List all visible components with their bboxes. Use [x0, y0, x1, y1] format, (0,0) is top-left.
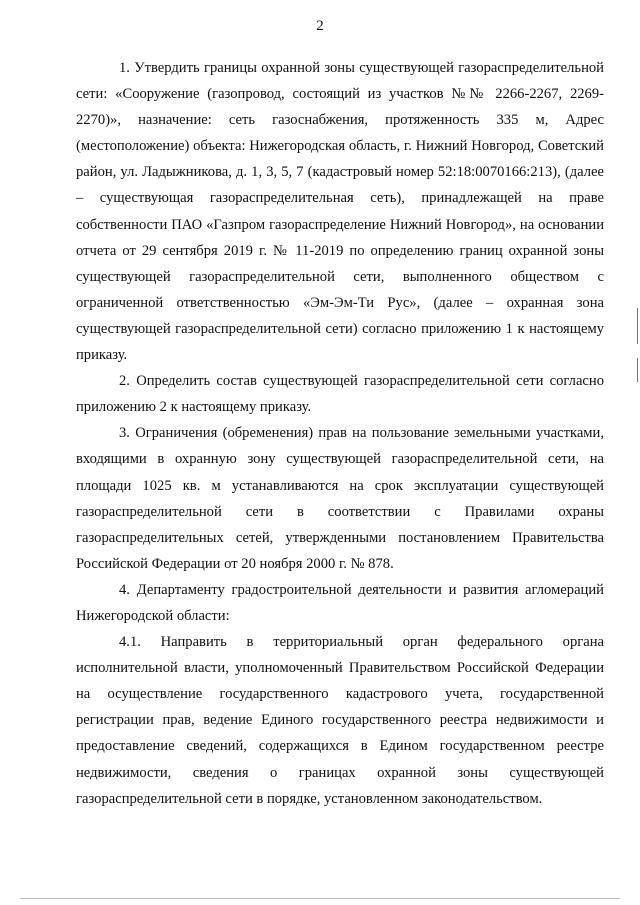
paragraph-4-1-send-information: 4.1. Направить в территориальный орган федерального органа исполнительной власти, уполномоченный Правительством Российской Федерации на осуществление государственного кадастрового учета, государственной регистрации прав, ведение Единого государственного реестра недвижимости и предоставление сведений, содержащихся в Едином государственном реестре недвижимости, сведения о границах охранной зоны существующей газораспределительной сети в порядке, установленном законодательством. [76, 634, 604, 807]
paragraph-2-network-composition: 2. Определить состав существующей газораспределительной сети согласно приложению 2 к настоящему приказу. [76, 373, 604, 416]
scan-bottom-edge [20, 898, 620, 899]
scan-edge-mark [637, 308, 638, 344]
scan-edge-mark [637, 358, 638, 382]
page-number: 2 [316, 18, 324, 34]
paragraph-3-restrictions: 3. Ограничения (обременения) прав на пользование земельными участками, входящими в охранную зону существующей газораспределительной сети, на площади 1025 кв. м устанавливаются на срок эксплуатации существующей газораспределительной сети в соответствии с Правилами охраны газораспределительных сетей, утвержденными постановлением Правительства Российской Федерации от 20 ноября 2000 г. № 878. [76, 425, 604, 572]
document-body [76, 55, 604, 812]
paragraph-1-approve-boundaries: 1. Утвердить границы охранной зоны существующей газораспределительной сети: «Сооружение (газопровод, состоящий из участков №№ 2266-2267, 2269-2270)», назначение: сеть газоснабжения, протяженность 335 м, Адрес (местоположение) объекта: Нижегородская область, г. Нижний Новгород, Советский район, ул. Ладыжникова, д. 1, 3, 5, 7 (кадастровый номер 52:18:0070166:213), (далее – существующая газораспределительная сеть), принадлежащей на праве собственности ПАО «Газпром газораспределение Нижний Новгород», на основании отчета от 29 сентября 2019 г. № 11-2019 по определению границ охранной зоны существующей газораспределительной сети, выполненного обществом с ограниченной ответственностью «Эм-Эм-Ти Рус», (далее – охранная зона существующей газораспределительной сети) согласно приложению 1 к настоящему приказу. [76, 60, 604, 364]
paragraph-4-department: 4. Департаменту градостроительной деятельности и развития агломераций Нижегородской области: [76, 581, 604, 624]
